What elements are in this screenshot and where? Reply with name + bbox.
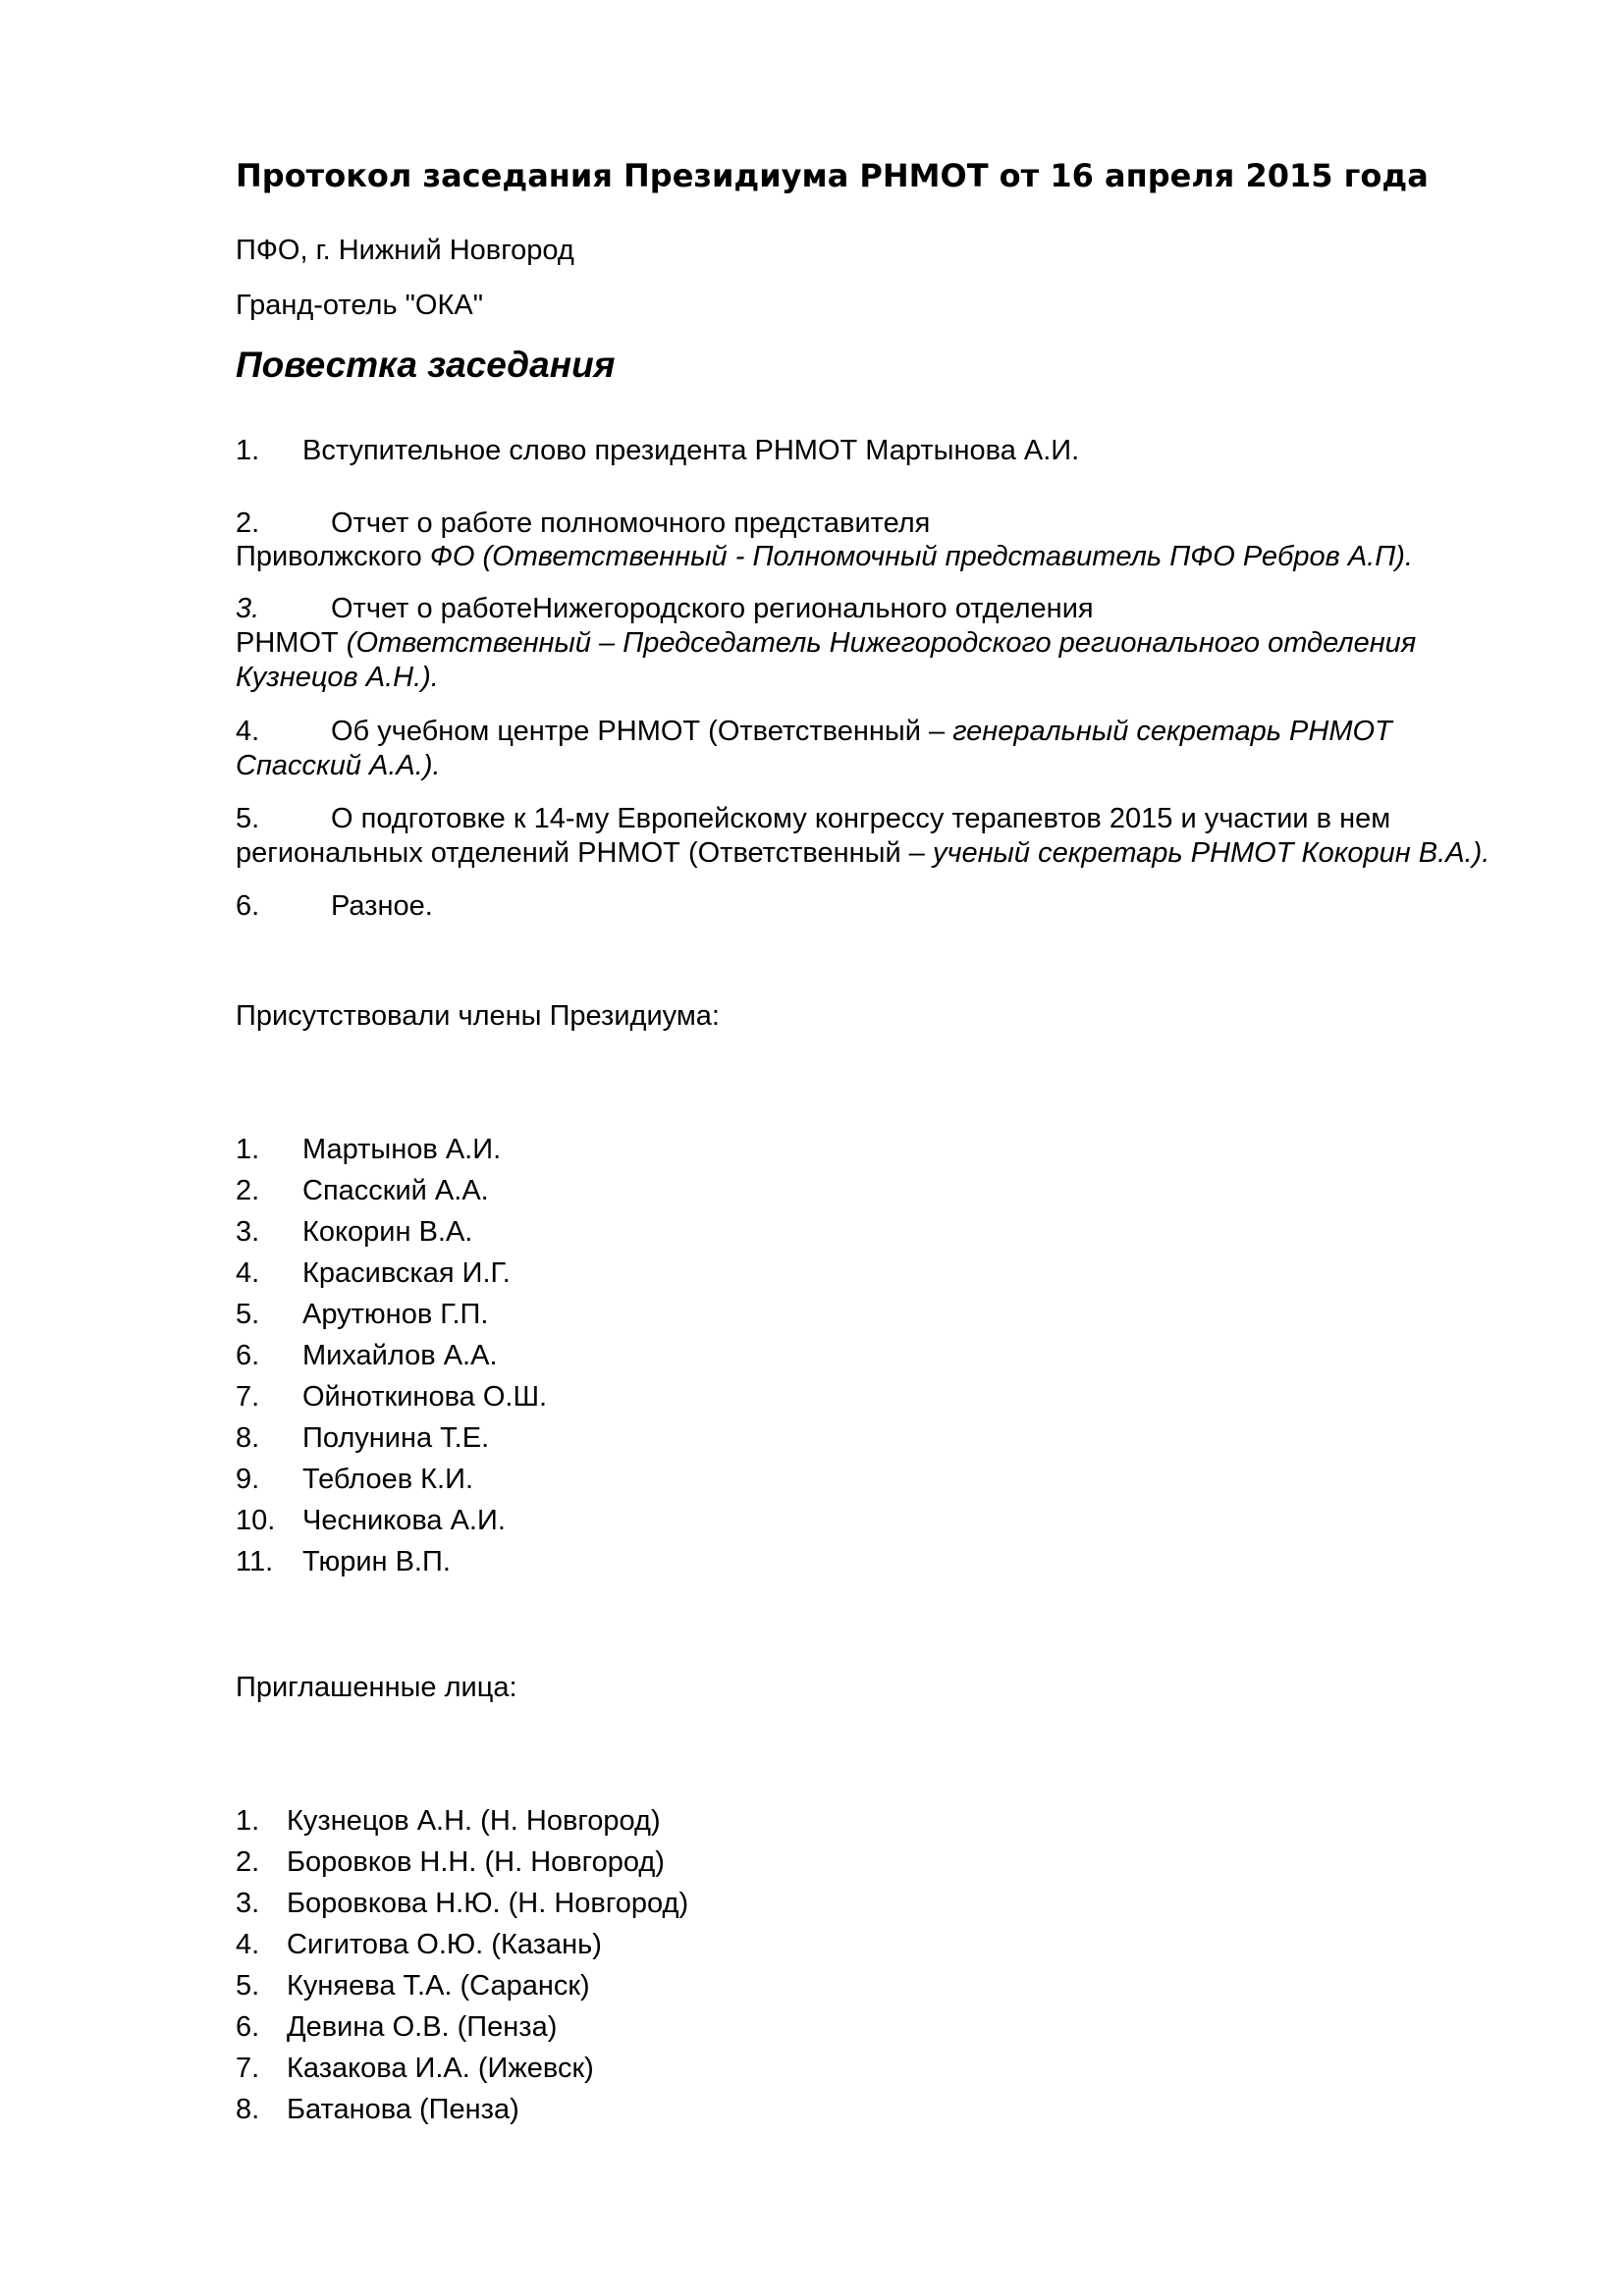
- location-line-region: ПФО, г. Нижний Новгород: [236, 235, 574, 266]
- list-item: Куняева Т.А. (Саранск): [287, 1970, 590, 2002]
- list-item-number: 3.: [236, 1216, 260, 1248]
- invited-heading: Приглашенные лица:: [236, 1672, 517, 1703]
- list-item: Михайлов А.А.: [302, 1340, 498, 1371]
- list-item: Ойноткинова О.Ш.: [302, 1381, 548, 1413]
- agenda-item-text: Вступительное слово президента РНМОТ Мартынова А.И.: [302, 435, 1080, 466]
- agenda-item-text-plain: Приволжского: [236, 541, 430, 572]
- agenda-item-text-continued: [236, 540, 1413, 574]
- list-item-number: 11.: [236, 1546, 274, 1577]
- agenda-item-number: 2.: [236, 507, 260, 539]
- list-item-number: 2.: [236, 1175, 260, 1206]
- list-item-number: 5.: [236, 1299, 260, 1330]
- list-item-number: 7.: [236, 1381, 260, 1413]
- list-item-number: 1.: [236, 1134, 260, 1165]
- list-item: Батанова (Пенза): [287, 2094, 519, 2125]
- agenda-item-responsible: ученый секретарь РНМОТ Кокорин В.А.).: [932, 837, 1490, 869]
- list-item-number: 6.: [236, 2011, 260, 2043]
- agenda-item-number: 4.: [236, 716, 260, 747]
- agenda-item-responsible: ФО (Ответственный - Полномочный представитель ПФО Ребров А.П).: [429, 541, 1413, 572]
- agenda-item-number: 5.: [236, 803, 260, 834]
- list-item-number: 7.: [236, 2053, 260, 2084]
- list-item-number: 4.: [236, 1257, 260, 1289]
- agenda-item-number: 3.: [236, 593, 260, 624]
- agenda-item-text: [331, 715, 1392, 749]
- document-title: Протокол заседания Президиума РНМОТ от 16 апреля 2015 года: [236, 157, 1429, 194]
- list-item-number: 2.: [236, 1846, 260, 1878]
- list-item-number: 8.: [236, 1422, 260, 1454]
- location-line-venue: Гранд-отель "ОКА": [236, 290, 484, 321]
- list-item: Полунина Т.Е.: [302, 1422, 490, 1454]
- list-item: Красивская И.Г.: [302, 1257, 511, 1289]
- list-item-number: 3.: [236, 1888, 260, 1919]
- agenda-item-number: 6.: [236, 890, 260, 922]
- agenda-heading: Повестка заседания: [236, 345, 616, 385]
- agenda-item-text: Отчет о работе полномочного представителя: [331, 507, 931, 539]
- list-item: Кокорин В.А.: [302, 1216, 473, 1248]
- list-item: Девина О.В. (Пенза): [287, 2011, 558, 2043]
- agenda-item-text-continued: [236, 626, 1416, 661]
- list-item: Теблоев К.И.: [302, 1464, 474, 1495]
- agenda-item-text-plain: Об учебном центре РНМОТ (Ответственный –: [331, 716, 953, 747]
- agenda-item-text-plain: региональных отделений РНМОТ (Ответственный –: [236, 837, 933, 869]
- agenda-item-text-plain: РНМОТ: [236, 627, 347, 659]
- list-item-number: 4.: [236, 1929, 260, 1960]
- list-item: Спасский А.А.: [302, 1175, 489, 1206]
- list-item: Сигитова О.Ю. (Казань): [287, 1929, 602, 1960]
- presidium-heading: Присутствовали члены Президиума:: [236, 1000, 720, 1032]
- agenda-item-responsible: (Ответственный – Председатель Нижегородского регионального отделения: [346, 627, 1417, 659]
- list-item-number: 10.: [236, 1505, 276, 1536]
- agenda-item-responsible-continued: Кузнецов А.Н.).: [236, 662, 439, 693]
- agenda-item-text: Разное.: [331, 890, 433, 922]
- list-item: Тюрин В.П.: [302, 1546, 451, 1577]
- agenda-item-responsible: генеральный секретарь РНМОТ: [952, 716, 1392, 747]
- agenda-item-text: Отчет о работеНижегородского регионального отделения: [331, 593, 1094, 624]
- agenda-item-responsible-continued: Спасский А.А.).: [236, 750, 441, 781]
- agenda-item-text-continued: [236, 836, 1489, 871]
- list-item-number: 9.: [236, 1464, 260, 1495]
- list-item: Казакова И.А. (Ижевск): [287, 2053, 594, 2084]
- list-item: Мартынов А.И.: [302, 1134, 502, 1165]
- list-item-number: 1.: [236, 1805, 260, 1837]
- list-item-number: 8.: [236, 2094, 260, 2125]
- list-item: Кузнецов А.Н. (Н. Новгород): [287, 1805, 661, 1837]
- agenda-item-text: О подготовке к 14-му Европейскому конгрессу терапевтов 2015 и участии в нем: [331, 803, 1391, 834]
- list-item-number: 6.: [236, 1340, 260, 1371]
- list-item: Боровков Н.Н. (Н. Новгород): [287, 1846, 665, 1878]
- list-item: Арутюнов Г.П.: [302, 1299, 489, 1330]
- list-item-number: 5.: [236, 1970, 260, 2002]
- list-item: Чесникова А.И.: [302, 1505, 506, 1536]
- agenda-item-number: 1.: [236, 435, 260, 466]
- list-item: Боровкова Н.Ю. (Н. Новгород): [287, 1888, 689, 1919]
